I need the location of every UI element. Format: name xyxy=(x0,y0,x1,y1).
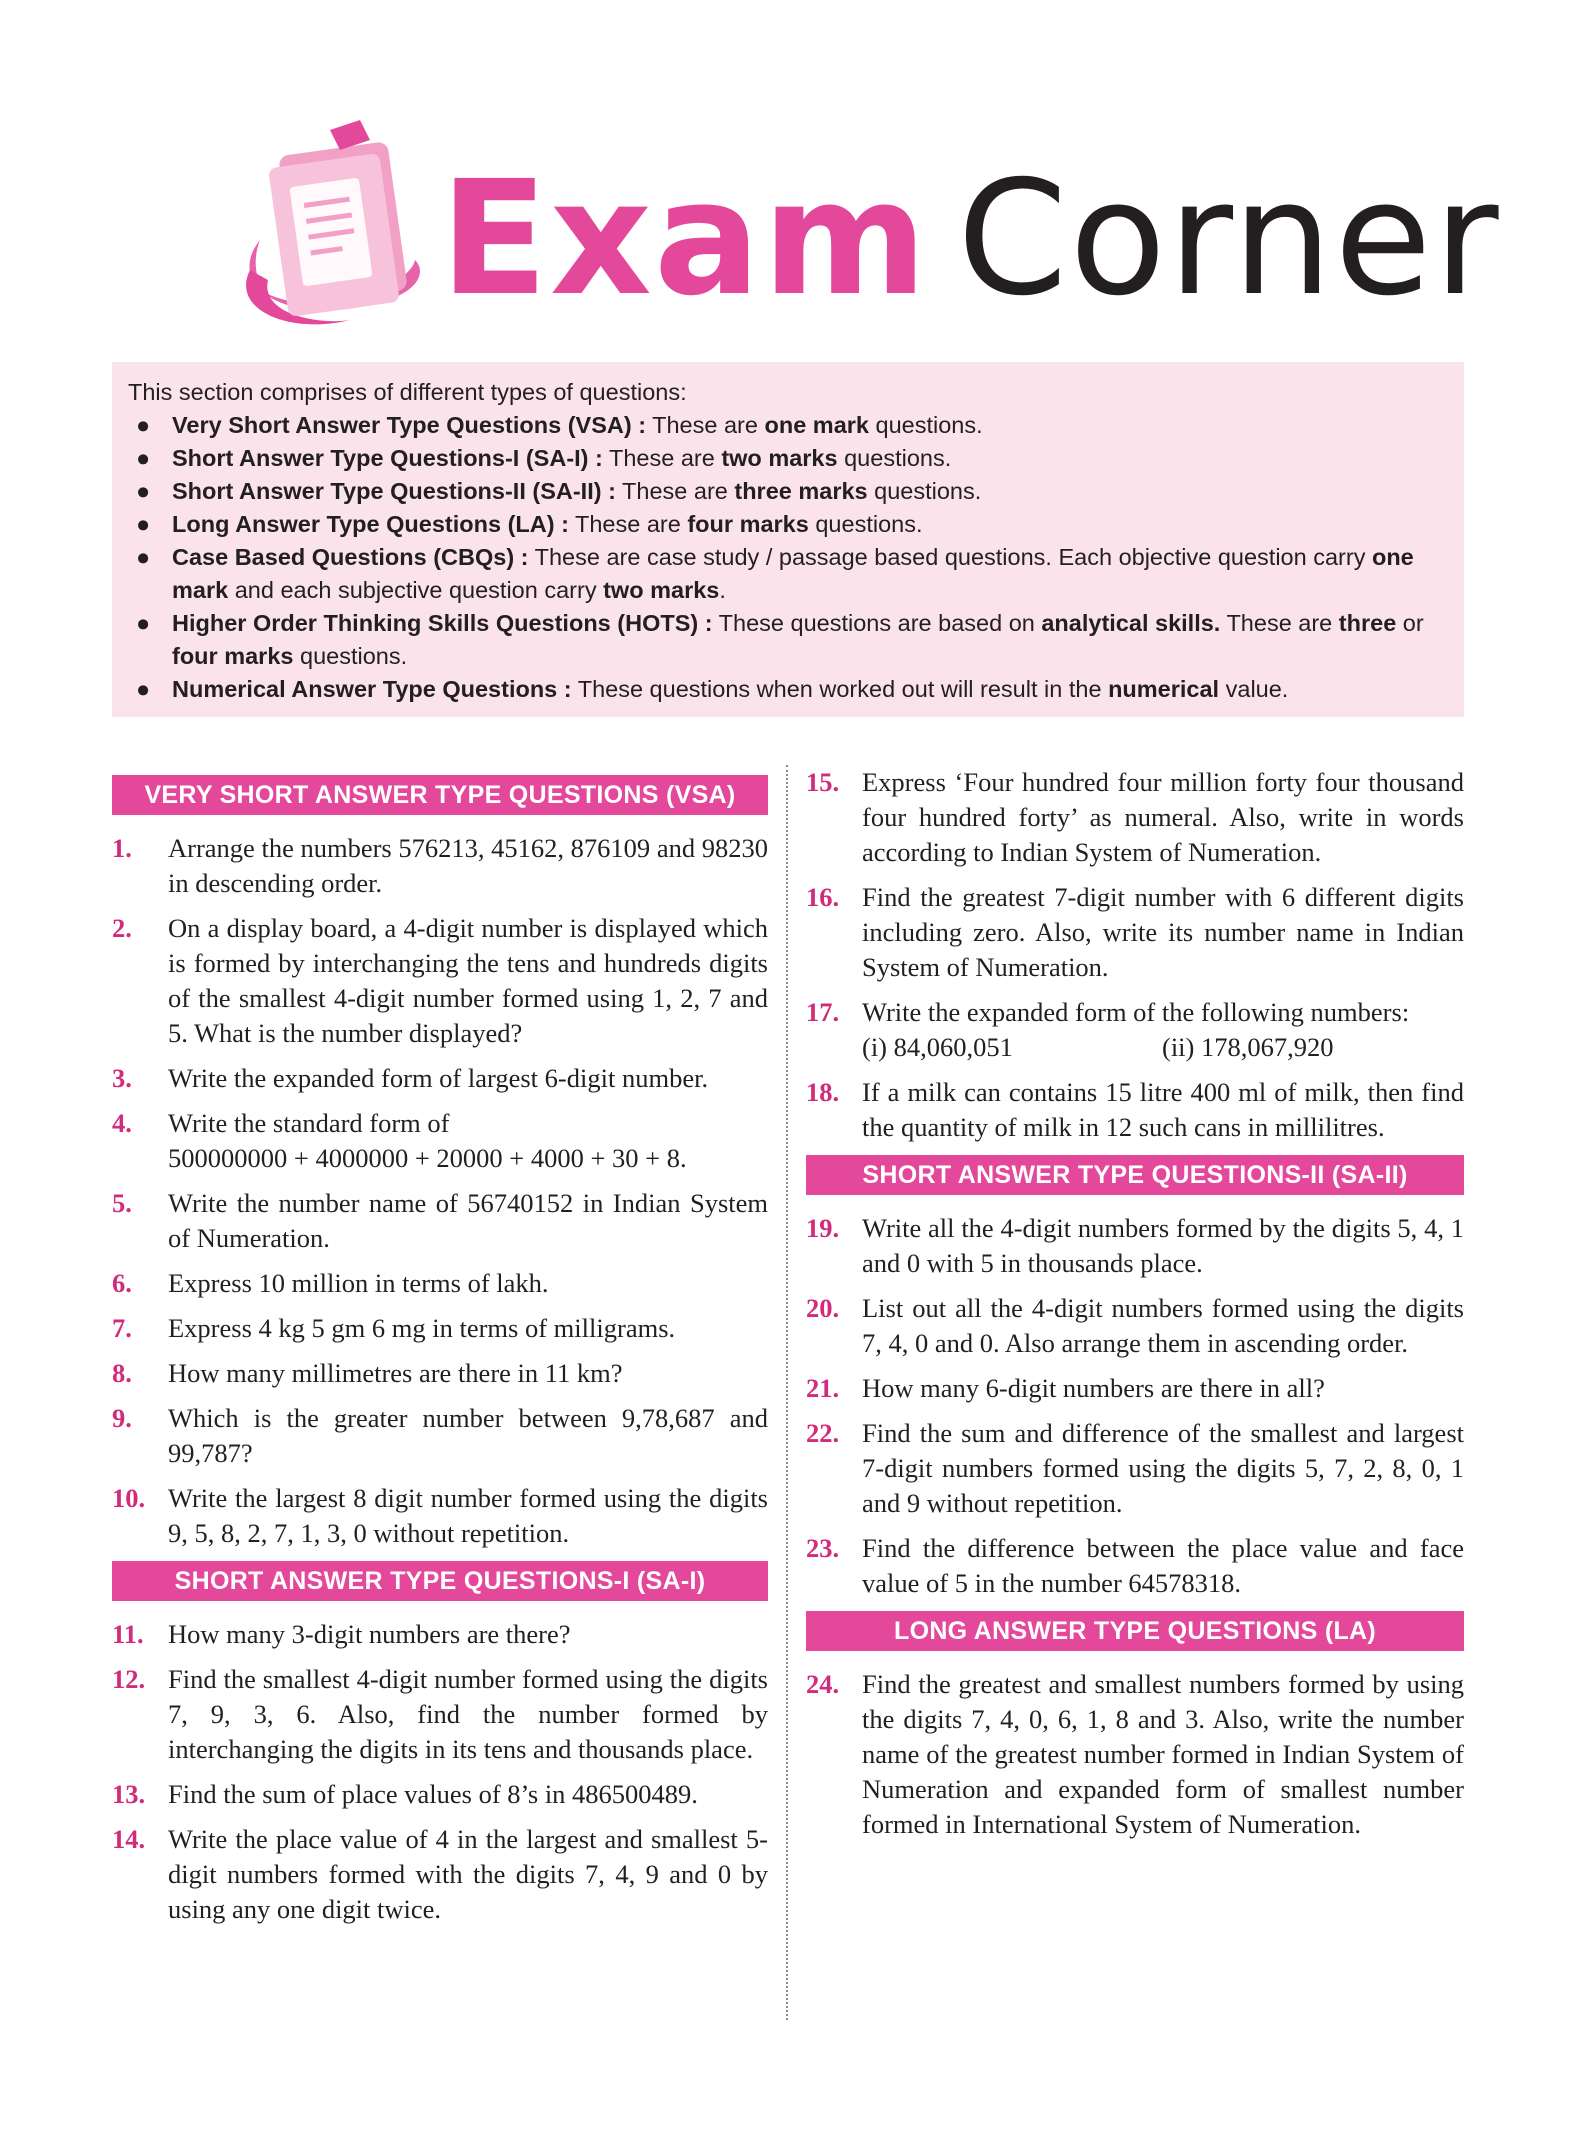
bullet-icon: ● xyxy=(136,478,151,504)
question-10 xyxy=(112,1481,768,1551)
sub-part-i: (i) 84,060,051 xyxy=(862,1032,1013,1062)
question-text: Find the smallest 4-digit number formed using the digits 7, 9, 3, 6. Also, find the number formed by interchanging the digits in its tens and thousands place. xyxy=(168,1664,768,1764)
question-text: Write the number name of 56740152 in Indian System of Numeration. xyxy=(168,1188,768,1253)
type-desc: These are xyxy=(615,478,735,504)
question-17 xyxy=(806,995,1464,1065)
question-number: 21. xyxy=(806,1373,840,1403)
type-title: Short Answer Type Questions-II (SA-II) : xyxy=(172,478,616,504)
question-type-numerical xyxy=(128,673,1448,706)
question-number: 23. xyxy=(806,1533,840,1563)
question-5 xyxy=(112,1186,768,1256)
question-type-la xyxy=(128,508,1448,541)
question-15 xyxy=(806,765,1464,870)
question-number: 2. xyxy=(112,913,132,943)
type-desc: These are xyxy=(568,511,688,537)
question-number: 19. xyxy=(806,1213,840,1243)
question-number: 7. xyxy=(112,1313,132,1343)
question-type-vsa xyxy=(128,409,1448,442)
sub-part-ii: (ii) 178,067,920 xyxy=(1162,1032,1334,1062)
type-marks-2: four marks xyxy=(172,643,294,669)
question-2 xyxy=(112,911,768,1051)
type-desc-end: questions. xyxy=(837,445,952,471)
question-9 xyxy=(112,1401,768,1471)
question-18 xyxy=(806,1075,1464,1145)
question-14 xyxy=(112,1822,768,1927)
question-text: Express 10 million in terms of lakh. xyxy=(168,1268,549,1298)
question-text: Express ‘Four hundred four million forty four thousand four hundred forty’ as numeral. Also, write in words according to Indian System of Numeration. xyxy=(862,767,1464,867)
question-21 xyxy=(806,1371,1464,1406)
type-desc-mid: and each subjective question carry xyxy=(228,577,604,603)
type-title: Higher Order Thinking Skills Questions (HOTS) : xyxy=(172,610,713,636)
type-desc: These are case study / passage based questions. Each objective question carry xyxy=(528,544,1372,570)
question-20 xyxy=(806,1291,1464,1361)
type-skill: analytical skills. xyxy=(1041,610,1221,636)
type-marks-2: two marks xyxy=(603,577,720,603)
question-7 xyxy=(112,1311,768,1346)
section-header-sa1: SHORT ANSWER TYPE QUESTIONS-I (SA-I) xyxy=(112,1561,768,1601)
question-1 xyxy=(112,831,768,901)
type-desc-end: questions. xyxy=(867,478,982,504)
question-text: Write the expanded form of the following numbers: xyxy=(862,997,1410,1027)
book-logo-icon xyxy=(230,120,430,350)
question-19 xyxy=(806,1211,1464,1281)
type-desc: These are xyxy=(602,445,722,471)
question-16 xyxy=(806,880,1464,985)
question-body xyxy=(168,1106,768,1176)
type-desc-mid: These are xyxy=(1220,610,1339,636)
question-number: 3. xyxy=(112,1063,132,1093)
question-text: Find the sum of place values of 8’s in 486500489. xyxy=(168,1779,698,1809)
type-desc-end: questions. xyxy=(868,412,983,438)
question-type-hots xyxy=(128,607,1448,673)
question-text: Write the place value of 4 in the largest and smallest 5-digit numbers formed with the digits 7, 4, 9 and 0 by using any one digit twice. xyxy=(168,1824,768,1924)
bullet-icon: ● xyxy=(136,445,151,471)
question-text: Find the greatest and smallest numbers formed by using the digits 7, 4, 0, 6, 1, 8 and 3. Also, write the number name of the greatest number formed in Indian System of Numeration and expanded form of smallest number formed in International System of Numeration. xyxy=(862,1669,1464,1839)
type-desc: These are xyxy=(646,412,765,438)
bullet-icon: ● xyxy=(136,544,151,570)
question-number: 6. xyxy=(112,1268,132,1298)
section-header-sa2: SHORT ANSWER TYPE QUESTIONS-II (SA-II) xyxy=(806,1155,1464,1195)
exam-corner-logo xyxy=(230,120,1501,350)
sub-parts xyxy=(862,1030,1464,1065)
type-marks: four marks xyxy=(687,511,809,537)
question-number: 18. xyxy=(806,1077,840,1107)
type-desc-end: questions. xyxy=(808,511,923,537)
question-type-sa1 xyxy=(128,442,1448,475)
question-number: 4. xyxy=(112,1108,132,1138)
question-text: Which is the greater number between 9,78,687 and 99,787? xyxy=(168,1403,768,1468)
bullet-icon: ● xyxy=(136,610,151,636)
question-expression: 500000000 + 4000000 + 20000 + 4000 + 30 + 8. xyxy=(168,1143,687,1173)
question-text: Arrange the numbers 576213, 45162, 876109 and 98230 in descending order. xyxy=(168,833,768,898)
question-number: 9. xyxy=(112,1403,132,1433)
type-keyword: numerical xyxy=(1108,676,1220,702)
type-desc: These questions are based on xyxy=(712,610,1042,636)
question-text: Write the expanded form of largest 6-digit number. xyxy=(168,1063,709,1093)
question-text: On a display board, a 4-digit number is displayed which is formed by interchanging the tens and hundreds digits of the smallest 4-digit number formed using 1, 2, 7 and 5. What is the number displayed? xyxy=(168,913,768,1048)
question-24 xyxy=(806,1667,1464,1842)
question-type-cbq xyxy=(128,541,1448,607)
question-number: 20. xyxy=(806,1293,840,1323)
question-text: Write all the 4-digit numbers formed by the digits 5, 4, 1 and 0 with 5 in thousands place. xyxy=(862,1213,1464,1278)
question-text: If a milk can contains 15 litre 400 ml of milk, then find the quantity of milk in 12 such cans in millilitres. xyxy=(862,1077,1464,1142)
question-number: 24. xyxy=(806,1669,840,1699)
type-title: Long Answer Type Questions (LA) : xyxy=(172,511,569,537)
question-text: Find the greatest 7-digit number with 6 different digits including zero. Also, write its number name in Indian System of Numeration. xyxy=(862,882,1464,982)
type-marks: one mark xyxy=(172,544,1414,603)
question-number: 11. xyxy=(112,1619,144,1649)
question-13 xyxy=(112,1777,768,1812)
question-text: Find the difference between the place value and face value of 5 in the number 64578318. xyxy=(862,1533,1464,1598)
type-marks: three xyxy=(1338,610,1397,636)
question-3 xyxy=(112,1061,768,1096)
question-type-list xyxy=(128,409,1448,706)
question-type-sa2 xyxy=(128,475,1448,508)
question-number: 10. xyxy=(112,1483,146,1513)
left-column xyxy=(112,765,768,1937)
question-text: How many 3-digit numbers are there? xyxy=(168,1619,571,1649)
question-text: Write the standard form of xyxy=(168,1108,450,1138)
type-desc-end: questions. xyxy=(293,643,408,669)
type-desc: These questions when worked out will result in the xyxy=(571,676,1109,702)
question-text: How many millimetres are there in 11 km? xyxy=(168,1358,623,1388)
question-4 xyxy=(112,1106,768,1176)
section-header-la: LONG ANSWER TYPE QUESTIONS (LA) xyxy=(806,1611,1464,1651)
question-11 xyxy=(112,1617,768,1652)
question-number: 16. xyxy=(806,882,840,912)
bullet-icon: ● xyxy=(136,511,151,537)
question-number: 1. xyxy=(112,833,132,863)
question-number: 17. xyxy=(806,997,840,1027)
type-title: Short Answer Type Questions-I (SA-I) : xyxy=(172,445,603,471)
question-22 xyxy=(806,1416,1464,1521)
intro-heading: This section comprises of different types of questions: xyxy=(128,379,687,405)
question-text: Write the largest 8 digit number formed using the digits 9, 5, 8, 2, 7, 1, 3, 0 without repetition. xyxy=(168,1483,768,1548)
question-number: 12. xyxy=(112,1664,146,1694)
question-number: 13. xyxy=(112,1779,146,1809)
question-text: List out all the 4-digit numbers formed using the digits 7, 4, 0 and 0. Also arrange them in ascending order. xyxy=(862,1293,1464,1358)
question-number: 22. xyxy=(806,1418,840,1448)
question-8 xyxy=(112,1356,768,1391)
column-divider xyxy=(786,765,788,2020)
type-desc-end: value. xyxy=(1219,676,1289,702)
type-desc-mid-2: or xyxy=(1396,610,1424,636)
question-number: 15. xyxy=(806,767,840,797)
bullet-icon: ● xyxy=(136,676,151,702)
logo-wordmark xyxy=(440,147,1501,331)
logo-exam-text: Exam xyxy=(440,147,930,331)
question-6 xyxy=(112,1266,768,1301)
bullet-icon: ● xyxy=(136,412,151,438)
type-title: Case Based Questions (CBQs) : xyxy=(172,544,529,570)
question-23 xyxy=(806,1531,1464,1601)
type-title: Very Short Answer Type Questions (VSA) : xyxy=(172,412,647,438)
question-number: 8. xyxy=(112,1358,132,1388)
logo-corner-text: Corner xyxy=(957,147,1501,331)
type-marks: three marks xyxy=(734,478,868,504)
type-marks: two marks xyxy=(721,445,838,471)
section-header-vsa: VERY SHORT ANSWER TYPE QUESTIONS (VSA) xyxy=(112,775,768,815)
type-title: Numerical Answer Type Questions : xyxy=(172,676,572,702)
question-number: 14. xyxy=(112,1824,146,1854)
question-text: Find the sum and difference of the smallest and largest 7-digit numbers formed using the digits 5, 7, 2, 8, 0, 1 and 9 without repetition. xyxy=(862,1418,1464,1518)
type-marks: one mark xyxy=(764,412,869,438)
right-column xyxy=(806,765,1464,1852)
question-body xyxy=(862,995,1464,1065)
question-number: 5. xyxy=(112,1188,132,1218)
question-text: How many 6-digit numbers are there in all? xyxy=(862,1373,1325,1403)
type-desc-end: . xyxy=(719,577,726,603)
question-types-box xyxy=(112,362,1464,717)
question-text: Express 4 kg 5 gm 6 mg in terms of milligrams. xyxy=(168,1313,676,1343)
question-12 xyxy=(112,1662,768,1767)
